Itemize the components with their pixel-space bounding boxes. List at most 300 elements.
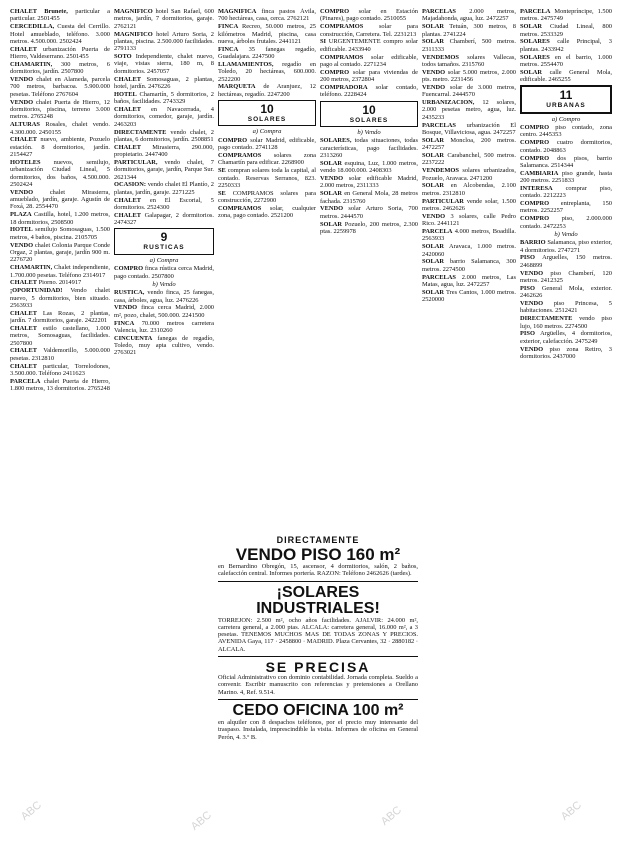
entry-lead: SOLAR <box>422 243 445 251</box>
classified-entry <box>422 243 516 258</box>
column-2 <box>114 8 214 840</box>
classified-entry <box>520 170 612 185</box>
entry-lead: CHALET <box>10 347 37 355</box>
classified-entry <box>114 31 214 53</box>
entry-text: Castilla, hotel, 1.200 metros, 18 dormitorios, 2508500 <box>10 211 110 226</box>
classified-entry <box>422 182 516 197</box>
entry-text: Rosales, chalet vendo. 4.300.000. 2450155 <box>10 121 110 136</box>
entry-lead: RUSTICA, <box>114 289 145 297</box>
entry-text: urbanización El Bosque, Villaviciosa, agua. 2472257 <box>422 121 516 136</box>
classified-entry <box>422 213 516 228</box>
entry-text: solar Madrid, edificable, pago contado. 2741128 <box>218 136 316 152</box>
classified-entry <box>10 121 110 136</box>
entry-lead: SE <box>218 167 226 175</box>
entry-lead: SOLAR <box>422 136 445 144</box>
entry-text: piso zona Retiro, 3 dormitorios. 2437000 <box>520 345 612 360</box>
classified-entry <box>520 346 612 361</box>
entry-text: semilujo Somosaguas, 1.500 metros, 4 baños, piscina. 2105705 <box>10 226 110 241</box>
ad-headline: VENDO PISO 160 m² <box>235 545 401 564</box>
classified-entry <box>422 228 516 243</box>
classified-entry <box>520 155 612 170</box>
entry-text: URGENTEMENTE compro solar edificable. 2433940 <box>320 38 418 53</box>
entry-lead: VENDO <box>10 76 34 84</box>
entry-lead: CHALET <box>10 309 37 317</box>
entry-text: Pozuelo, 200 metros, 2.300 ptas. 2259978 <box>320 220 418 235</box>
entry-lead: PARCELAS <box>422 8 456 15</box>
entry-lead: SOTO <box>114 53 132 61</box>
classified-entry <box>320 38 418 53</box>
entry-lead: COMPRAMOS <box>320 23 364 31</box>
entry-lead: CAMBIARIA <box>520 169 559 177</box>
entry-text: dos pisos, barrio Salamanca. 2514344 <box>520 154 612 169</box>
entry-text: solares Vallecas, todos tamaños. 2315760 <box>422 53 516 68</box>
classified-entry <box>422 274 516 289</box>
entry-text: Montepríncipe, 1.500 metros. 2475749 <box>520 8 612 23</box>
classified-entry <box>520 8 612 23</box>
entry-text: piso grande, hasta 200 metros. 2251833 <box>520 169 612 185</box>
entry-lead: MAGNIFICA <box>218 8 257 15</box>
entry-lead: SOLAR <box>520 68 543 76</box>
entry-lead: OCASION: <box>114 181 146 189</box>
entry-lead: SOLAR <box>320 190 343 198</box>
subsection-label: a) Compra <box>149 256 179 264</box>
entry-text: COMPRAMOS solares para construcción, 2272900 <box>218 189 316 205</box>
entry-lead: CHALET <box>10 324 37 332</box>
entry-lead: ¡OPORTUNIDAD! <box>10 287 63 295</box>
entry-text: chalet Puerta de Hierro, 12 dormitorios, piscina, terreno 3.000 metros. 2765248 <box>10 98 110 121</box>
entry-lead: COMPRO <box>520 200 550 208</box>
classified-entry <box>218 190 316 205</box>
classified-entry <box>114 129 214 144</box>
entry-text: 12 solares, 2.000 pesetas metro, agua, luz. 2435233 <box>422 99 516 121</box>
entry-lead: CHALET Brunete, <box>10 8 68 15</box>
entry-text: Salamanca, piso exterior, 4 dormitorios. 2747271 <box>520 239 612 254</box>
classified-entry <box>218 152 316 167</box>
ad-headline: SE PRECISA <box>265 659 371 676</box>
entry-text: solar para viviendas de 200 metros, 2372804 <box>320 68 418 84</box>
classified-entry <box>422 23 516 38</box>
classified-entry <box>320 221 418 236</box>
entry-lead: DIRECTAMENTE <box>520 315 573 323</box>
classified-entry <box>10 264 110 279</box>
entry-lead: CHALET <box>114 143 141 151</box>
entry-text: 70.000 metros carretera Valencia, luz. 2310260 <box>114 319 214 334</box>
entry-text: piso, 2.000.000 contado. 2472253 <box>520 215 612 230</box>
entry-text: solar edificable Madrid, 2.000 metros, 2311333 <box>320 175 418 190</box>
entry-text: en General Mola, 28 metros fachada. 2315760 <box>320 190 418 205</box>
entry-text: vendo chalet, 2 plantas, 6 dormitorios, jardín. 2508851 <box>114 128 214 143</box>
classified-entry <box>10 189 110 211</box>
entry-text: nuevo, ambiente, Pozuelo estación. 8 dormitorios, jardín. 2154427 <box>10 136 110 159</box>
classified-entry <box>114 76 214 91</box>
watermark-text: ABC <box>188 809 214 833</box>
classified-entry <box>520 254 612 269</box>
entry-text: solar contado, teléfono. 2228424 <box>320 83 418 99</box>
entry-text: hotel San Rafael, 600 metros, jardín, 7 dormitorios, garaje. 2762121 <box>114 8 214 30</box>
column-5 <box>422 8 516 840</box>
entry-text: finca cerca Madrid, 2.000 m², pozo, chalet, 500.000. 2241500 <box>114 304 214 319</box>
entry-lead: VENDO <box>520 300 544 308</box>
entry-lead: CHALET <box>114 211 141 219</box>
entry-lead: ALTURAS <box>10 121 40 129</box>
section-name: SOLARES <box>349 116 389 124</box>
entry-lead: SOLAR <box>422 152 445 160</box>
entry-lead: VENDO <box>422 83 446 91</box>
ad-title: DIRECTAMENTE <box>276 536 360 545</box>
classified-entry <box>10 23 110 45</box>
entry-text: Valdemorillo, 5.000.000 pesetas. 2312810 <box>10 347 110 362</box>
classified-entry <box>10 279 110 286</box>
entry-text: esquina, Luz, 1.000 metros, vendo 18.000.000. 2408303 <box>320 159 418 175</box>
entry-text: fanegas de regadío, Toledo, muy apta cultivo, vendo. 2763021 <box>114 334 214 357</box>
entry-lead: CHALET <box>10 279 37 287</box>
entry-lead: FINCA <box>218 23 239 31</box>
entry-text: calle Principal, 3 plantas. 2433942 <box>520 38 612 53</box>
classified-entry <box>10 46 110 61</box>
entry-lead: VENDO <box>422 212 446 220</box>
entry-lead: PARCELA <box>422 227 453 235</box>
classified-entry <box>114 289 214 304</box>
entry-lead: LLAMAMIENTOS, <box>218 60 274 68</box>
classified-entry <box>10 325 110 347</box>
entry-lead: SOLAR <box>422 258 445 266</box>
entry-text: 2.000 metros, Las Matas, agua, luz. 2472257 <box>422 273 516 288</box>
classified-entry <box>422 54 516 69</box>
entry-text: Galapagar, 2 dormitorios. 2474327 <box>114 211 214 227</box>
classified-entry <box>10 242 110 264</box>
ad-body: Oficial Administrativo con dominio contabilidad. Jornada completa. Sueldo a convenir. Escribir manuscrito con referencias y pretensiones a Orellano Marino. 4, Ref. 9.514. <box>218 674 418 696</box>
entry-lead: SOLAR <box>520 23 543 31</box>
entry-lead: PARTICULAR, <box>114 158 158 166</box>
entry-text: en Alcobendas, 2.100 metros. 2312810 <box>422 182 516 197</box>
entry-text: en El Escorial, 5 dormitorios. 2524300 <box>114 196 214 211</box>
classified-entry <box>114 181 214 196</box>
entry-text: nuevos, semilujo, urbanización Ciudad Lineal, 5 dormitorios, dos baños, 4.500.000. 2502424 <box>10 158 110 188</box>
entry-text: Moncloa, 200 metros. 2472257 <box>422 136 516 152</box>
classified-entry <box>320 54 418 69</box>
ad-solares-industriales <box>218 585 418 653</box>
classified-entry <box>520 239 612 254</box>
classified-entry <box>218 137 316 152</box>
section-header-box <box>320 101 418 127</box>
entry-lead: HOTELES <box>10 158 41 166</box>
entry-lead: COMPRO <box>218 136 248 144</box>
classified-entry <box>320 175 418 190</box>
subsection-label: b) Vendo <box>554 230 578 238</box>
entry-text: piso Princesa, 5 habitaciones. 2512421 <box>520 300 612 315</box>
entry-lead: COMPRO <box>520 139 550 147</box>
classified-entry <box>320 205 418 220</box>
entry-text: estilo castellano, 1.000 metros, Somosaguas, facilidades. 2507800 <box>10 324 110 347</box>
ad-vendo-piso <box>218 536 418 578</box>
entry-lead: COMPRO <box>520 154 550 162</box>
classified-entry <box>320 23 418 38</box>
entry-text: Piorno. 2014917 <box>38 279 82 287</box>
entry-text: cuatro dormitorios, contado. 2048863 <box>520 139 612 154</box>
subsection-label: b) Vendo <box>357 128 381 136</box>
ad-body: en Bernardino Obregón, 15, ascensor, 4 dormitorios, salón, 2 baños, calefacción central. Informes portería. RAZON: Teléfono 2462626 (tardes). <box>218 563 418 578</box>
classified-entry <box>422 137 516 152</box>
entry-text: 35 fanegas regadío, Guadalajara. 2247500 <box>218 45 316 61</box>
watermark-text: ABC <box>378 804 404 828</box>
entry-lead: CHALET <box>10 45 37 53</box>
section-number: 9 <box>160 230 168 245</box>
entry-text: piso contado, zona centro. 2445353 <box>520 124 612 139</box>
entry-text: vende solar, 1.500 metros. 2462626 <box>422 197 516 212</box>
classified-entry <box>10 287 110 309</box>
classified-entry <box>520 285 612 300</box>
entry-text: particular, Torrelodones, 3.500.000. Teléfono 2411623 <box>10 362 110 377</box>
section-header-box <box>520 85 612 113</box>
entry-text: chalet en Alameda, parcela 700 metros, barbacoa. 5.900.000 pesetas. Teléfono 2767604 <box>10 76 110 98</box>
classified-entry <box>218 167 316 189</box>
entry-text: en el barrio, 1.000 metros. 2554470 <box>520 53 612 68</box>
classified-entry <box>520 38 612 53</box>
entry-lead: COMPRO <box>114 265 144 273</box>
entry-text: de Aranjuez, 12 hectáreas, regadío. 2247200 <box>218 83 316 98</box>
section-name: RUSTICAS <box>143 244 185 252</box>
section-header-box <box>218 100 316 126</box>
entry-text: 3 solares, calle Pedro Rico. 2441121 <box>422 212 516 228</box>
entry-lead: SOLARES <box>520 53 550 61</box>
entry-lead: PISO <box>520 284 535 292</box>
entry-lead: COMPRO <box>320 8 350 15</box>
entry-text: vendo finca, 25 fanegas, casa, árboles, agua, luz. 2476226 <box>114 289 214 304</box>
entry-lead: INTERESA <box>520 184 553 192</box>
classified-entry <box>10 136 110 158</box>
divider <box>218 656 418 657</box>
classified-entry <box>10 378 110 393</box>
entry-text: chalet Colonia Parque Conde Orgaz, 2 plantas, garaje, jardín 900 m. 2276720 <box>10 241 110 264</box>
classified-entry <box>520 300 612 315</box>
classified-entry <box>114 106 214 128</box>
entry-lead: CHAMARTIN, <box>10 264 53 272</box>
entry-text: solar Arturo Soria, 700 metros. 2444570 <box>320 205 418 220</box>
subsection-label: a) Compro <box>551 115 581 123</box>
classified-entry <box>320 160 418 175</box>
entry-text: 2.000 metros, Majadahonda, agua, luz. 2472257 <box>422 8 516 23</box>
entry-text: finca pastos Ávila, 700 hectáreas, casa, cerca. 2762121 <box>218 8 316 23</box>
entry-lead: CERCEDILLA, <box>10 23 55 31</box>
entry-text: chalet Puerta de Hierro, 1.800 metros, 13 dormitorios. 2765248 <box>10 377 110 393</box>
classified-entry <box>520 200 612 215</box>
entry-text: calle General Mola, edificable. 2465255 <box>520 68 612 84</box>
classified-entry <box>10 226 110 241</box>
classified-entry <box>114 320 214 335</box>
entry-text: Somosaguas, 2 plantas, hotel, jardín. 2476226 <box>114 75 214 90</box>
entry-lead: COMPRO <box>320 68 350 76</box>
entry-text: solar edificable, pago al contado. 2271234 <box>320 53 418 68</box>
entry-lead: SOLAR <box>320 159 343 167</box>
entry-text: Chamberí, 500 metros. 2311333 <box>422 38 516 53</box>
classified-entry <box>520 69 612 84</box>
entry-lead: URBANIZACION, <box>422 99 475 107</box>
classified-entry <box>10 76 110 98</box>
entry-text: piso Chamberí, 120 metros. 2412325 <box>520 269 612 284</box>
section-name: URBANAS <box>546 102 586 110</box>
entry-text: solar para construcción, Carretera. Tel. 2231213 <box>320 23 418 38</box>
classified-entry <box>114 159 214 181</box>
entry-text: Vendo chalet nuevo, 5 dormitorios, bien situado. 2563933 <box>10 287 110 309</box>
classified-entry <box>218 61 316 83</box>
classified-entry <box>520 139 612 154</box>
classified-entry <box>114 91 214 106</box>
entry-lead: CHAMARTIN, <box>10 60 53 68</box>
entry-lead: COMPRO <box>520 215 550 223</box>
entry-lead: VENDEMOS <box>422 53 459 61</box>
classified-entry <box>114 304 214 319</box>
entry-lead: VENDO <box>422 68 446 76</box>
classified-entry <box>10 310 110 325</box>
ad-headline: ¡SOLARES INDUSTRIALES! <box>256 583 380 617</box>
entry-text: comprar piso, contado. 2212223 <box>520 184 612 200</box>
entry-text: Arguelles, 150 metros. 2468899 <box>520 254 612 269</box>
entry-text: vendo piso lujo, 160 metros. 2274500 <box>520 315 612 330</box>
entry-text: Aravaca, 1.000 metros. 2420060 <box>422 243 516 258</box>
entry-text: Chamartín, 5 dormitorios, 2 baños, facilidades. 2743329 <box>114 90 214 106</box>
ad-se-precisa <box>218 660 418 696</box>
entry-text: solares zona Chamartín para edificar. 2268900 <box>218 152 316 167</box>
classified-entry <box>320 69 418 84</box>
classified-entry <box>422 152 516 167</box>
column-6 <box>520 8 612 840</box>
divider <box>218 581 418 582</box>
subsection-label: a) Compra <box>252 128 282 136</box>
entry-lead: FINCA <box>114 319 135 327</box>
divider <box>218 699 418 700</box>
entry-text: urbanización Puerta de Hierro, Valdeserrano. 2501455 <box>10 45 110 61</box>
entry-text: compran solares toda la capital, al contado. Reservas Serranos, 823. 2250333 <box>218 167 316 189</box>
entry-lead: SOLAR <box>320 220 343 228</box>
classified-entry <box>114 265 214 280</box>
entry-text: solares urbanizados, Pozuelo, Aravaca. 2471200 <box>422 167 516 182</box>
classified-entry <box>422 122 516 137</box>
entry-text: barrio Salamanca, 300 metros. 2274500 <box>422 258 516 273</box>
classified-entry <box>218 205 316 220</box>
entry-text: Tres Cantos, 1.000 metros. 2520000 <box>422 288 516 304</box>
entry-text: hotel Arturo Soria, 2 plantas, piscina. 2.500.000 facilidades. 2791133 <box>114 30 214 53</box>
column-4 <box>320 8 418 533</box>
classified-entry <box>422 38 516 53</box>
entry-lead: CHALET <box>10 136 37 144</box>
classified-entry <box>114 53 214 75</box>
entry-text: Ciudad Lineal, 800 metros. 2533329 <box>520 23 612 38</box>
classified-entry <box>114 335 214 357</box>
entry-text: 4.000 metros, Boadilla. 2563933 <box>422 227 516 243</box>
subsection-label: b) Vendo <box>152 280 176 288</box>
classified-entry <box>10 61 110 76</box>
classified-entry <box>10 211 110 226</box>
classified-entry <box>218 23 316 45</box>
classified-entry <box>218 83 316 98</box>
classified-entry <box>422 258 516 273</box>
entry-lead: PISO <box>520 330 535 338</box>
classified-entry <box>320 8 418 23</box>
entry-text: particular a particular. 2501455 <box>10 8 110 23</box>
entry-lead: COMPRO <box>520 124 550 132</box>
entry-lead: PARCELA <box>10 377 41 385</box>
entry-lead: PLAZA <box>10 211 32 219</box>
section-number: 10 <box>362 102 376 117</box>
classified-entry <box>422 167 516 182</box>
classified-entry <box>422 289 516 304</box>
entry-lead: DIRECTAMENTE <box>114 128 167 136</box>
classified-entry <box>520 185 612 200</box>
classified-entry <box>520 54 612 69</box>
entry-text: finca rústica cerca Madrid, pago contado. 2507800 <box>114 265 214 280</box>
entry-lead: COMPRAMOS <box>218 152 262 159</box>
entry-lead: SOLAR <box>422 23 445 31</box>
classified-entry <box>114 197 214 212</box>
section-number: 11 <box>559 88 573 103</box>
section-number: 10 <box>260 102 274 117</box>
ad-body: TORREJON: 2.500 m², ocho años facilidades. AJALVIR: 24.000 m², carretera general, a 2.000 ptas. ALCALA: carretera general, 16.000 m², a 3 pesetas. TENEMOS MUCHOS MAS DE TODAS ZONAS Y PRECIOS. AVENIDA Gaya, 117 · 2458800 · MADRID. Plaza Cervantes, 32 · 2880182 · ALCALA. <box>218 616 418 653</box>
entry-lead: VENDO <box>320 205 344 213</box>
entry-lead: FINCA <box>218 45 239 53</box>
entry-lead: CHALET <box>114 196 141 204</box>
entry-lead: PISO <box>520 254 535 262</box>
classified-entry <box>520 330 612 345</box>
classified-entry <box>520 270 612 285</box>
entry-lead: VENDEMOS <box>422 167 459 175</box>
entry-lead: PARCELAS <box>422 121 456 129</box>
entry-lead: VENDO <box>114 304 138 312</box>
classified-entry <box>422 99 516 121</box>
classified-entry <box>422 198 516 213</box>
entry-text: 300 metros, 6 dormitorios, jardín. 2507800 <box>10 60 110 76</box>
section-header-box <box>114 228 214 254</box>
entry-text: Cuesta del Cerrillo. Hotel amueblado, teléfono. 3.000 metros. 4.500.000. 2502424 <box>10 23 110 45</box>
display-ads <box>218 536 418 840</box>
ad-body: en alquiler con 8 despachos teléfonos, por el precio muy interesante del traspaso. Instalada, imprescindible la visita. Informes de oficina en General Perón, 4. 3.º B. <box>218 718 418 741</box>
entry-lead: VENDO <box>320 175 344 183</box>
entry-lead: SOLARES, <box>320 137 352 145</box>
entry-lead: CHALET <box>114 75 141 83</box>
classified-entry <box>422 8 516 23</box>
entry-lead: PARCELA <box>520 8 551 15</box>
classified-entry <box>320 190 418 205</box>
entry-lead: CHALET <box>114 105 141 113</box>
classified-entry <box>520 215 612 230</box>
entry-lead: PARCELAS <box>422 273 456 281</box>
entry-text: Argüelles, 4 dormitorios, exterior, calefacción. 2475249 <box>520 330 612 345</box>
entry-lead: VENDO <box>520 269 544 277</box>
entry-lead: PARTICULAR <box>422 197 464 205</box>
entry-text: Mirasierra, 290.000, propietario. 2447400 <box>114 143 214 159</box>
watermark-text: ABC <box>558 799 584 823</box>
entry-lead: VENDO <box>10 188 34 196</box>
classified-entry <box>114 144 214 159</box>
classified-entry <box>10 347 110 362</box>
classified-entry <box>10 159 110 188</box>
classified-entry <box>422 69 516 84</box>
entry-lead: SOLAR <box>422 38 445 46</box>
classified-entry <box>218 8 316 23</box>
entry-lead: VENDO <box>10 98 34 106</box>
classified-entry <box>218 46 316 61</box>
classified-entry <box>10 99 110 121</box>
entry-lead: SOLAR <box>422 182 445 190</box>
entry-lead: MAGNIFICO <box>114 8 153 15</box>
entry-text: Recreo, 50.000 metros, 25 kilómetros Madrid, piscina, casa nueva, árboles frutales. 2441121 <box>218 23 316 45</box>
entry-lead: SOLARES <box>520 38 550 46</box>
entry-lead: HOTEL <box>10 226 33 234</box>
entry-lead: CHALET <box>10 362 37 370</box>
entry-lead: COMPRADORA <box>320 83 368 91</box>
entry-text: vendo chalet, 7 dormitorios, garaje, jardín, Parque Sur. 2621344 <box>114 158 214 181</box>
entry-lead: MARQUETA <box>218 83 256 91</box>
entry-lead: VENDO <box>10 241 34 249</box>
